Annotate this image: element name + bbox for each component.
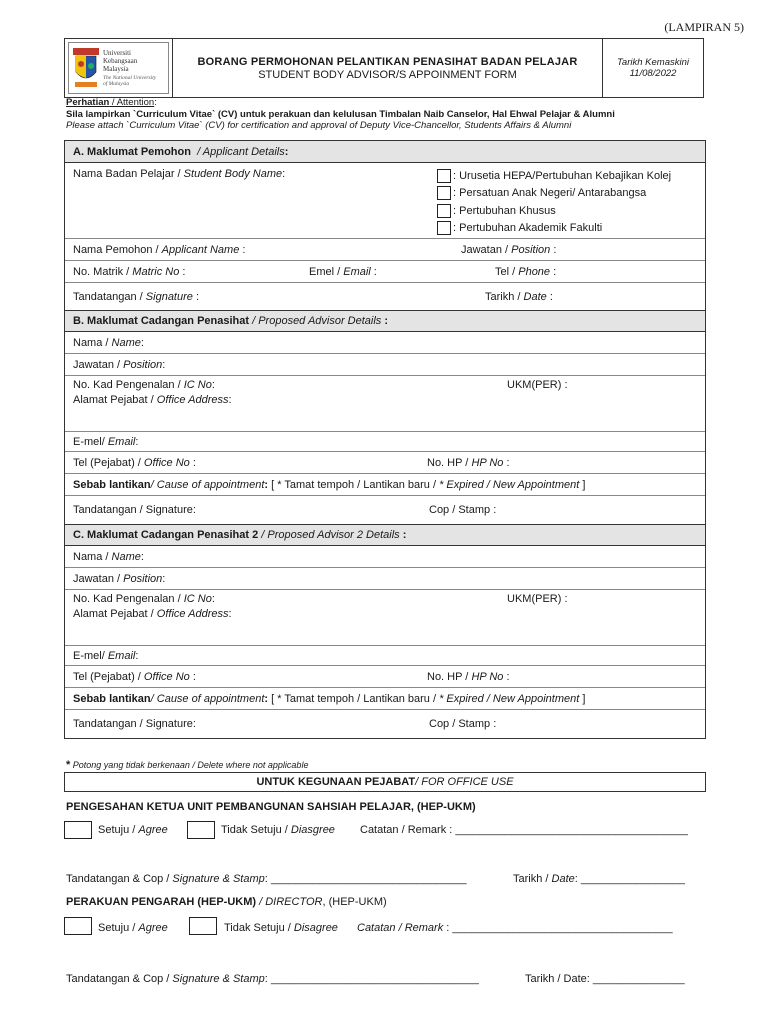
ukm-logo	[68, 42, 169, 94]
advisor2-name-row[interactable]	[65, 546, 705, 568]
date-label-en: Date	[523, 290, 547, 303]
logo-sub-2: of Malaysia	[103, 81, 130, 87]
office-tel-label-en: Office No	[143, 456, 190, 469]
section-a-colon: :	[284, 145, 289, 158]
director-disagree-checkbox[interactable]	[189, 917, 217, 935]
logo-cell	[65, 39, 173, 97]
option-persatuan[interactable]	[437, 185, 671, 203]
checkbox[interactable]	[437, 204, 451, 218]
endorse-sign-field[interactable]: : ________________________________	[264, 873, 467, 885]
logo-text	[103, 49, 156, 87]
address-label-en: Office Address	[156, 394, 229, 406]
applicant-signature-row[interactable]	[65, 283, 705, 310]
signature-label: Tandatangan /	[73, 290, 146, 303]
option-hepa[interactable]	[437, 167, 671, 185]
office-tel-label-en: Office No	[143, 670, 190, 683]
ic-colon: :	[211, 379, 215, 391]
section-a-header	[65, 141, 705, 163]
option-akademik[interactable]	[437, 220, 671, 238]
cause-options-end: ]	[579, 478, 586, 491]
position-colon: :	[162, 358, 166, 371]
section-a-title-en: / Applicant Details	[197, 145, 285, 158]
endorse-date-label-en: Date	[551, 873, 575, 885]
signature-label-en: Signature	[145, 290, 193, 303]
director-title: PERAKUAN PENGARAH (HEP-UKM)	[66, 896, 257, 908]
attention-label-en: / Attention	[109, 97, 155, 108]
address-label-en: Office Address	[156, 608, 229, 620]
name-label: Nama /	[73, 336, 112, 349]
phone-label: Tel /	[495, 265, 519, 278]
option-label: : Pertubuhan Akademik Fakulti	[453, 222, 603, 235]
section-c-colon: :	[399, 529, 407, 541]
position-colon: :	[162, 572, 166, 585]
director-disagree-label: Tidak Setuju /	[224, 922, 294, 934]
endorsement-title: PENGESAHAN KETUA UNIT PEMBANGUNAN SAHSIAH PELAJAR, (HEP-UKM)	[66, 801, 476, 813]
section-b-title: B. Maklumat Cadangan Penasihat	[73, 315, 250, 327]
position-label: Jawatan /	[73, 572, 124, 585]
director-sign-field[interactable]: : __________________________________	[264, 973, 479, 985]
section-c-title-en: / Proposed Advisor 2 Details	[258, 529, 400, 541]
director-sign-label: Tandatangan & Cop /	[66, 973, 173, 985]
ic-label: No. Kad Pengenalan /	[73, 593, 184, 605]
body-name-colon: :	[282, 168, 286, 180]
section-b-title-en: / Proposed Advisor Details	[249, 315, 382, 327]
applicant-position-colon: :	[550, 243, 557, 256]
form-header	[64, 38, 704, 98]
form-title: BORANG PERMOHONAN PELANTIKAN PENASIHAT BADAN PELAJAR	[197, 55, 578, 68]
advisor2-signature-row[interactable]	[65, 710, 705, 738]
applicant-name-colon: :	[239, 243, 246, 256]
body-name-label: Nama Badan Pelajar /	[73, 168, 184, 180]
address-colon: :	[228, 608, 232, 620]
title-cell	[173, 39, 603, 97]
director-title-end: , (HEP-UKM)	[322, 896, 387, 908]
lampiran-label: (LAMPIRAN 5)	[664, 20, 744, 34]
applicant-name-label-en: Applicant Name	[161, 243, 240, 256]
email-label-en: Email	[107, 649, 136, 662]
advisor1-phone-row[interactable]	[65, 452, 705, 474]
form-table	[64, 140, 706, 739]
cause-options: [ * Tamat tempoh / Lantikan baru /	[268, 478, 440, 491]
director-agree-label: Setuju /	[98, 922, 139, 934]
cause-colon: :	[264, 692, 269, 705]
note-text: Potong yang tidak berkenaan / Delete where not applicable	[70, 760, 309, 770]
office-tel-colon: :	[189, 456, 196, 469]
name-colon: :	[140, 550, 144, 563]
ukm-per-label: UKM(PER) :	[507, 379, 568, 391]
section-b-header	[65, 310, 705, 332]
cause-label-en: / Cause of appointment	[150, 478, 265, 491]
ukm-per-label: UKM(PER) :	[507, 593, 568, 605]
endorse-agree-label-en: Agree	[138, 824, 168, 836]
office-use-label: UNTUK KEGUNAAN PEJABAT	[256, 776, 416, 788]
director-agree-label-en: Agree	[138, 922, 168, 934]
checkbox[interactable]	[437, 221, 451, 235]
attention-colon: :	[154, 97, 157, 108]
office-tel-label: Tel (Pejabat) /	[73, 670, 144, 683]
advisor2-phone-row[interactable]	[65, 666, 705, 688]
director-remark-field[interactable]: : ____________________________________	[443, 922, 673, 934]
applicant-position-label: Jawatan /	[461, 243, 512, 256]
ukm-crest-icon	[73, 48, 99, 88]
office-use-label-en: / FOR OFFICE USE	[415, 776, 514, 788]
email-colon: :	[135, 649, 139, 662]
name-colon: :	[140, 336, 144, 349]
attention-label: Perhatian	[66, 97, 110, 108]
director-date-field[interactable]: _______________	[592, 973, 685, 985]
signature-colon: :	[192, 290, 200, 303]
body-type-options	[437, 167, 671, 237]
office-tel-label: Tel (Pejabat) /	[73, 456, 144, 469]
section-c-title: C. Maklumat Cadangan Penasihat 2	[73, 529, 259, 541]
email-label: E-mel/	[73, 649, 108, 662]
director-remark-label: Catatan / Remark	[357, 922, 444, 934]
student-body-row	[65, 163, 705, 239]
logo-line-1: Universiti	[103, 49, 131, 57]
position-label-en: Position	[123, 572, 163, 585]
stamp-label: Cop / Stamp :	[429, 504, 497, 516]
hp-label-en: HP No	[471, 456, 504, 469]
date-colon: :	[546, 290, 553, 303]
phone-label-en: Phone	[518, 265, 551, 278]
updated-date-label: Tarikh Kemaskini	[617, 57, 689, 68]
phone-colon: :	[550, 265, 557, 278]
date-label: Tarikh /	[485, 290, 524, 303]
advisor1-name-row[interactable]	[65, 332, 705, 354]
cause-label-en: / Cause of appointment	[150, 692, 265, 705]
checkbox[interactable]	[437, 186, 451, 200]
option-label: : Urusetia HEPA/Pertubuhan Kebajikan Kolej	[453, 169, 672, 182]
address-label: Alamat Pejabat /	[73, 608, 157, 620]
email-colon: :	[370, 265, 377, 278]
logo-line-3: Malaysia	[103, 65, 129, 73]
address-label: Alamat Pejabat /	[73, 394, 157, 406]
cause-options-en: * Expired / New Appointment	[439, 478, 580, 491]
director-sign-label-en: Signature & Stamp	[172, 973, 265, 985]
applicant-name-label: Nama Pemohon /	[73, 243, 162, 256]
ic-colon: :	[211, 593, 215, 605]
option-label: : Persatuan Anak Negeri/ Antarabangsa	[453, 187, 647, 200]
director-title-en: / DIRECTOR	[256, 896, 323, 908]
checkbox[interactable]	[437, 169, 451, 183]
updated-date-cell	[603, 39, 703, 97]
matric-colon: :	[179, 265, 186, 278]
logo-line-2: Kebangsaan	[103, 57, 138, 65]
applicant-name-row[interactable]	[65, 239, 705, 261]
option-khusus[interactable]	[437, 202, 671, 220]
hp-label: No. HP /	[427, 670, 472, 683]
address-colon: :	[228, 394, 232, 406]
body-name-label-en: Student Body Name	[183, 168, 283, 180]
endorse-date-field[interactable]: : _________________	[574, 873, 685, 885]
ic-label: No. Kad Pengenalan /	[73, 379, 184, 391]
logo-sub	[103, 75, 156, 87]
matric-row[interactable]	[65, 261, 705, 283]
cause-options-en: * Expired / New Appointment	[439, 692, 580, 705]
office-tel-colon: :	[189, 670, 196, 683]
delete-note	[66, 759, 308, 771]
director-agree-checkbox[interactable]	[64, 917, 92, 935]
hp-label-en: HP No	[471, 670, 504, 683]
email-label-en: Email	[107, 435, 136, 448]
office-use-header	[64, 772, 706, 792]
advisor2-ic-address-row[interactable]	[65, 590, 705, 646]
email-label: E-mel/	[73, 435, 108, 448]
cause-options-end: ]	[579, 692, 586, 705]
endorse-remark-field[interactable]: Catatan / Remark : ______________________________________	[360, 824, 688, 836]
advisor2-position-row[interactable]	[65, 568, 705, 590]
matric-label: No. Matrik /	[73, 265, 133, 278]
form-title-en: STUDENT BODY ADVISOR/S APPOINMENT FORM	[258, 68, 517, 81]
director-disagree-label-en: Disagree	[293, 922, 338, 934]
endorse-disagree-label-en: Diasgree	[290, 824, 335, 836]
applicant-position-label-en: Position	[511, 243, 551, 256]
endorse-agree-checkbox[interactable]	[64, 821, 92, 839]
advisor1-signature-row[interactable]	[65, 496, 705, 524]
logo-sub-1: The National University	[103, 75, 157, 81]
option-label: : Pertubuhan Khusus	[453, 204, 556, 217]
endorse-sign-label: Tandatangan & Cop /	[66, 873, 173, 885]
attention-line-ms: Sila lampirkan `Curriculum Vitae` (CV) untuk perakuan dan kelulusan Timbalan Naib Canselor, Hal Ehwal Pelajar & Alumni	[66, 108, 615, 120]
cause-options: [ * Tamat tempoh / Lantikan baru /	[268, 692, 440, 705]
advisor2-cause-row[interactable]	[65, 688, 705, 710]
hp-colon: :	[503, 456, 510, 469]
cause-colon: :	[264, 478, 269, 491]
advisor-signature-label: Tandatangan / Signature:	[73, 718, 196, 730]
section-c-header	[65, 524, 705, 546]
endorse-sign-label-en: Signature & Stamp	[172, 873, 265, 885]
endorse-date-label: Tarikh /	[513, 873, 552, 885]
name-label-en: Name	[111, 550, 141, 563]
email-label: Emel /	[309, 265, 344, 278]
section-b-colon: :	[381, 315, 389, 327]
endorse-disagree-checkbox[interactable]	[187, 821, 215, 839]
hp-label: No. HP /	[427, 456, 472, 469]
ic-label-en: IC No	[183, 379, 212, 391]
advisor1-cause-row[interactable]	[65, 474, 705, 496]
advisor1-email-row[interactable]	[65, 432, 705, 452]
email-colon: :	[135, 435, 139, 448]
ic-label-en: IC No	[183, 593, 212, 605]
advisor2-email-row[interactable]	[65, 646, 705, 666]
position-label-en: Position	[123, 358, 163, 371]
email-label-en: Email	[343, 265, 371, 278]
attention-line-en: Please attach `Curriculum Vitae` (CV) for certification and approval of Deputy Vice-Chancellor, Students Affairs & Alumni	[66, 120, 572, 131]
cause-label: Sebab lantikan	[73, 692, 151, 705]
director-date-label: Tarikh / Date:	[525, 973, 593, 985]
endorse-disagree-label: Tidak Setuju /	[221, 824, 291, 836]
endorse-agree-label: Setuju /	[98, 824, 139, 836]
section-a-title: A. Maklumat Pemohon	[73, 145, 191, 158]
matric-label-en: Matric No	[132, 265, 180, 278]
updated-date-value: 11/08/2022	[629, 68, 677, 79]
note-star: *	[66, 759, 71, 771]
position-label: Jawatan /	[73, 358, 124, 371]
advisor-signature-label: Tandatangan / Signature:	[73, 504, 196, 516]
cause-label: Sebab lantikan	[73, 478, 151, 491]
name-label-en: Name	[111, 336, 141, 349]
hp-colon: :	[503, 670, 510, 683]
attention-note	[66, 97, 615, 132]
name-label: Nama /	[73, 550, 112, 563]
advisor1-position-row[interactable]	[65, 354, 705, 376]
advisor1-ic-address-row[interactable]	[65, 376, 705, 432]
stamp-label: Cop / Stamp :	[429, 718, 497, 730]
